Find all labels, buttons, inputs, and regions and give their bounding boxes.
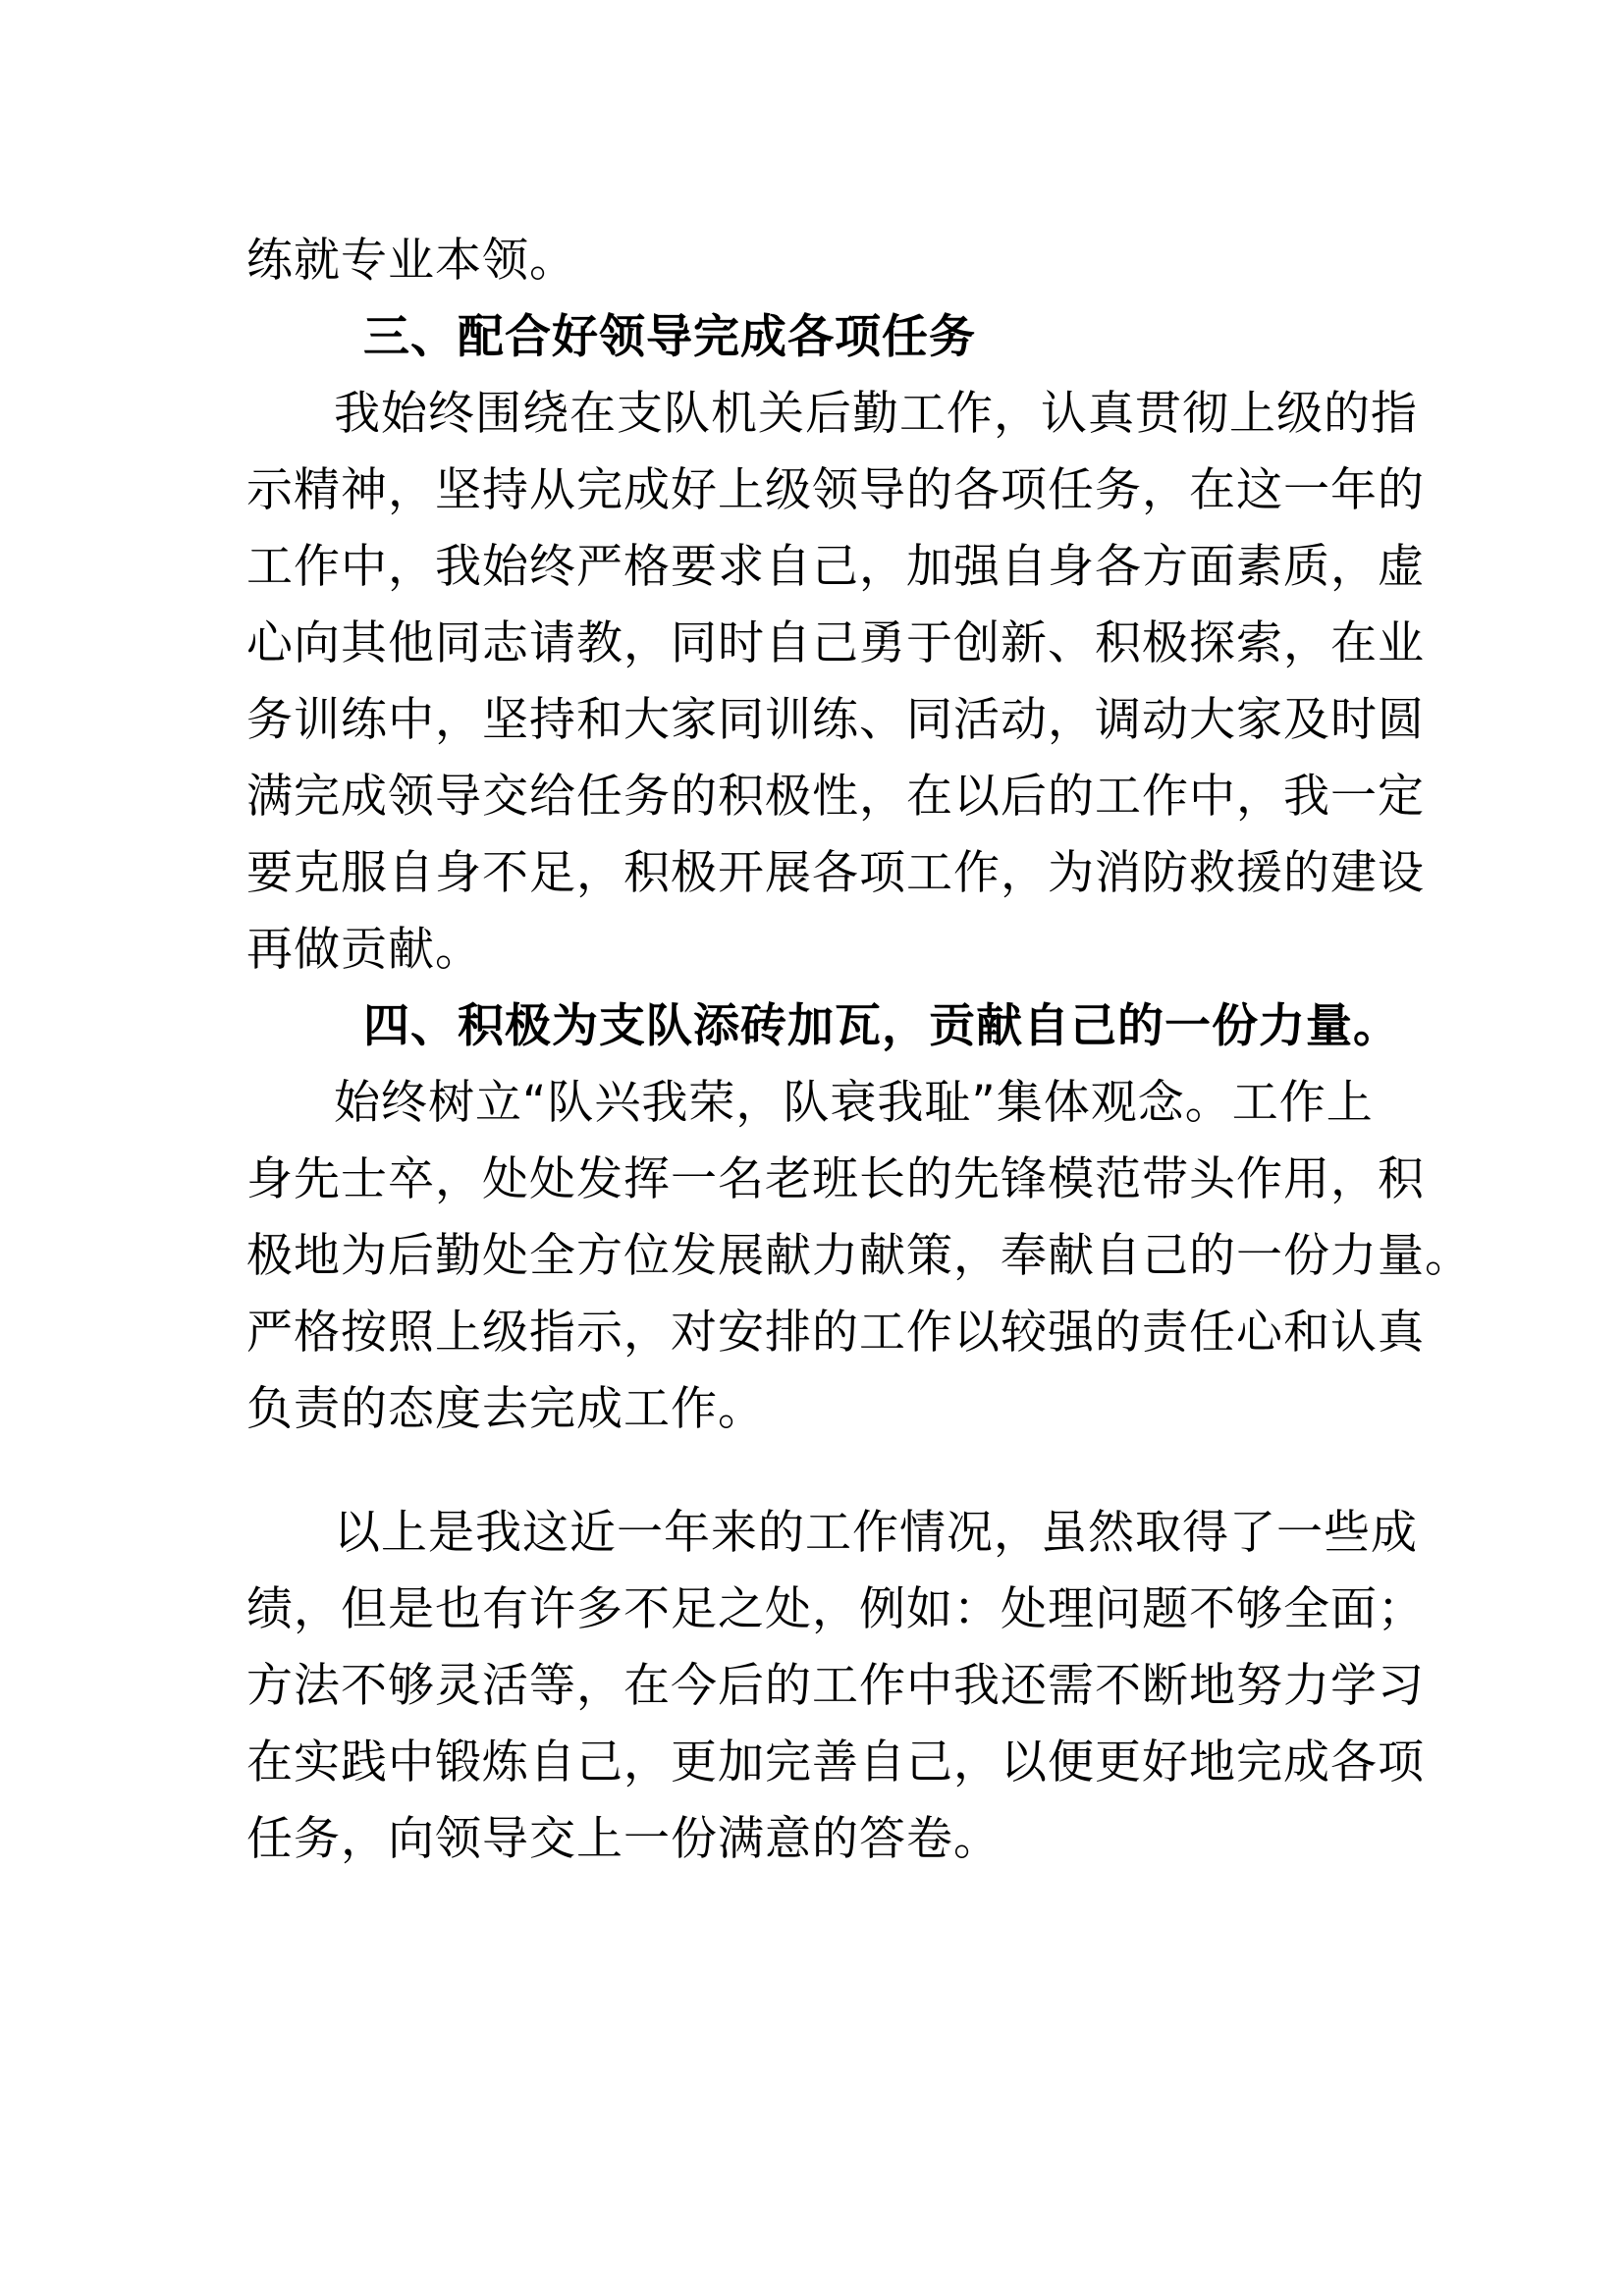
paragraph-line: 工作中，我始终严格要求自己，加强自身各方面素质，虚 [246,540,1425,594]
paragraph-line: 方法不够灵活等，在今后的工作中我还需不断地努力学习 [246,1659,1425,1713]
paragraph-line: 负责的态度去完成工作。 [246,1382,765,1436]
paragraph-line: 我始终围绕在支队机关后勤工作，认真贯彻上级的指 [334,387,1418,441]
paragraph-line: 严格按照上级指示，对安排的工作以较强的责任心和认真 [246,1306,1425,1360]
paragraph-line: 身先士卒，处处发挥一名老班长的先锋模范带头作用，积 [246,1152,1425,1206]
paragraph-line: 示精神，坚持从完成好上级领导的各项任务，在这一年的 [246,463,1425,517]
paragraph-line: 在实践中锻炼自己，更加完善自己，以便更好地完成各项 [246,1735,1425,1789]
paragraph-line: 满完成领导交给任务的积极性，在以后的工作中，我一定 [246,770,1425,824]
section-heading-4: 四、积极为支队添砖加瓦，贡献自己的一份力量。 [363,999,1400,1053]
paragraph-line: 任务，向领导交上一份满意的答卷。 [246,1812,1001,1866]
paragraph-line: 再做贡献。 [246,923,482,977]
paragraph-line: 要克服自身不足，积极开展各项工作，为消防救援的建设 [246,846,1425,900]
paragraph-line: 以上是我这近一年来的工作情况，虽然取得了一些成 [334,1506,1418,1560]
paragraph-line: 务训练中，坚持和大家同训练、同活动，调动大家及时圆 [246,693,1425,747]
paragraph-line: 极地为后勤处全方位发展献力献策，奉献自己的一份力量。 [246,1229,1472,1283]
paragraph-line: 始终树立“队兴我荣，队衰我耻”集体观念。工作上 [334,1076,1374,1130]
paragraph-line: 练就专业本领。 [246,234,576,288]
paragraph-line: 绩，但是也有许多不足之处，例如：处理问题不够全面； [246,1582,1425,1636]
section-heading-3: 三、配合好领导完成各项任务 [363,310,976,364]
paragraph-line: 心向其他同志请教，同时自己勇于创新、积极探索，在业 [246,616,1425,670]
